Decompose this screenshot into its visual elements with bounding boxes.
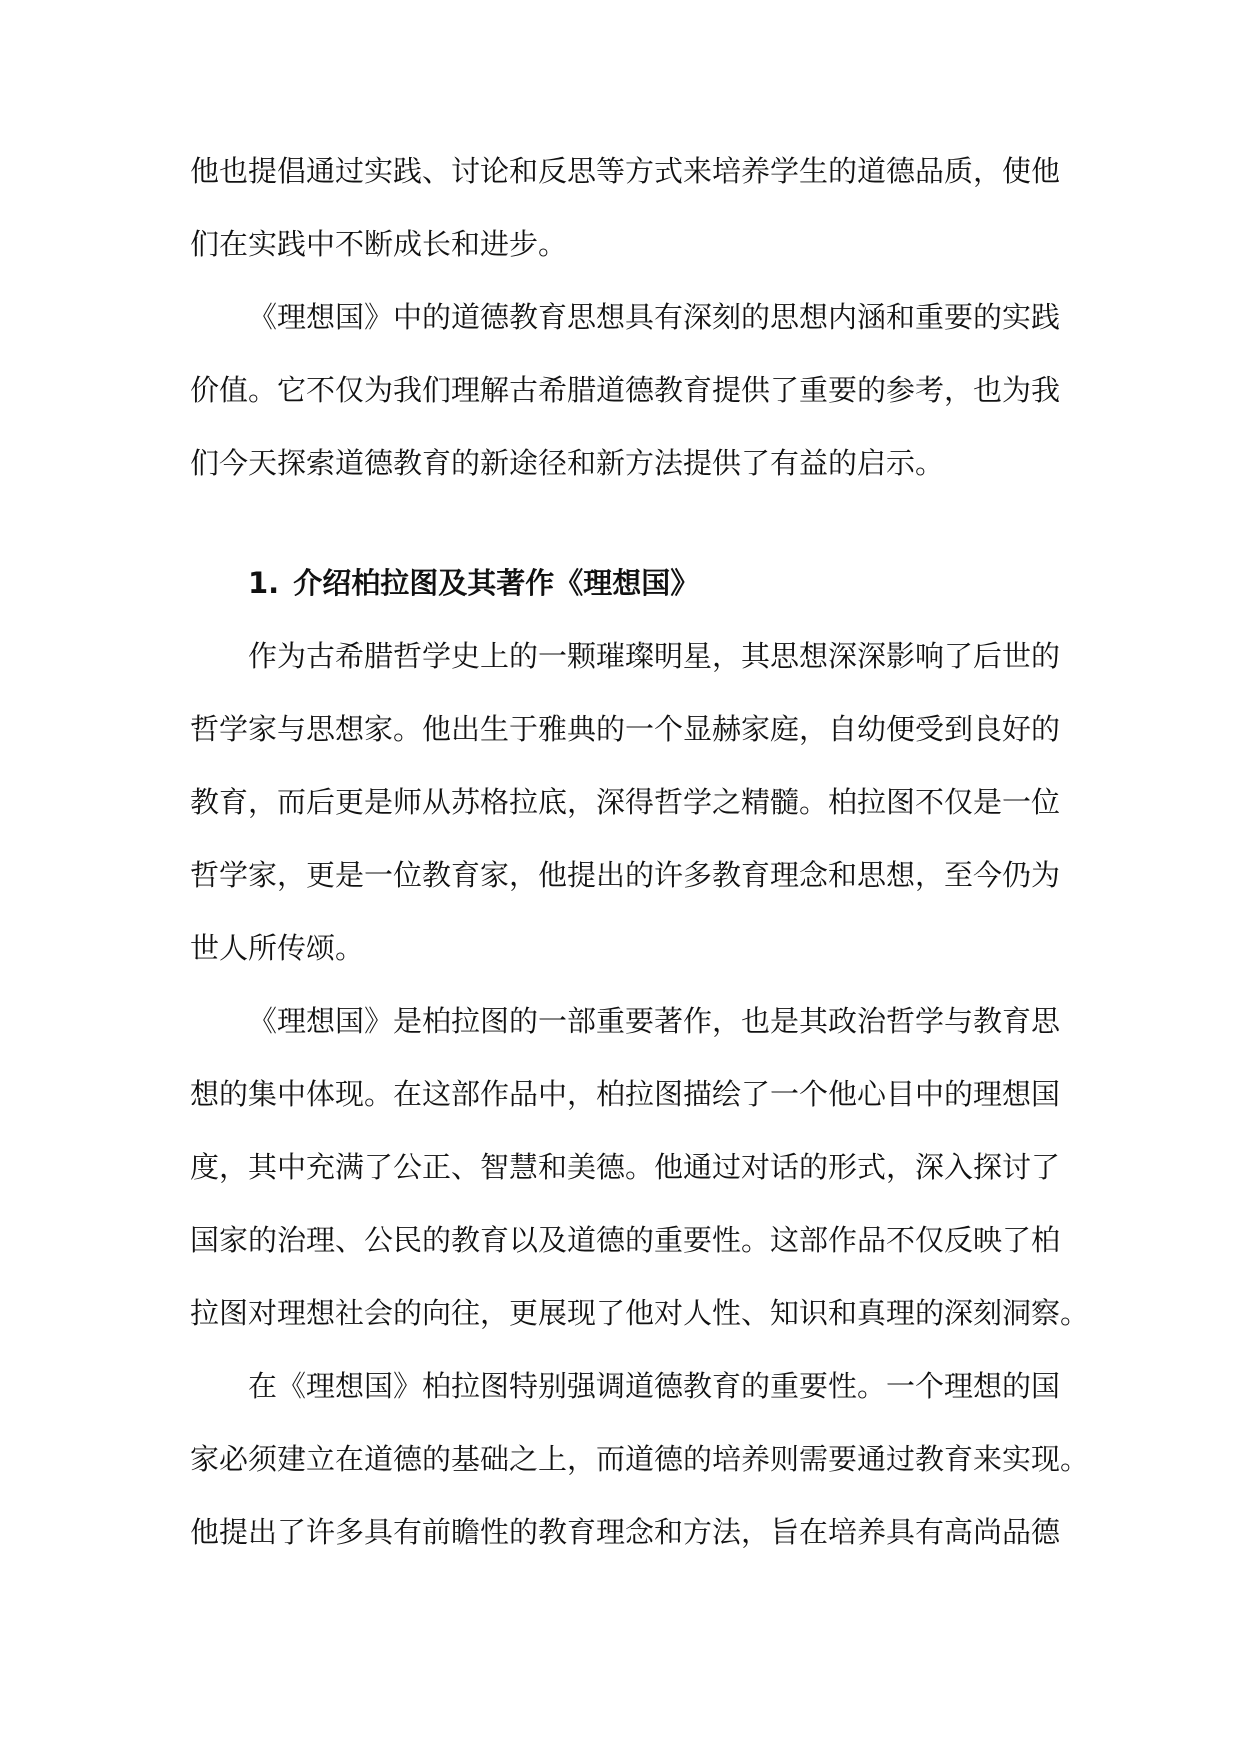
text-line: 他也提倡通过实践、讨论和反思等方式来培养学生的道德品质，使他: [190, 154, 1061, 188]
section-title: 介绍柏拉图及其著作《理想国》: [293, 566, 700, 600]
text-line: 想的集中体现。在这部作品中，柏拉图描绘了一个他心目中的理想国: [190, 1077, 1061, 1111]
paragraph-3: [190, 620, 1060, 985]
text-line: 价值。它不仅为我们理解古希腊道德教育提供了重要的参考，也为我: [190, 373, 1061, 407]
text-line: 世人所传颂。: [190, 931, 365, 965]
text-line: 哲学家，更是一位教育家，他提出的许多教育理念和思想，至今仍为: [190, 858, 1061, 892]
text-line: 在《理想国》柏拉图特别强调道德教育的重要性。一个理想的国: [248, 1369, 1061, 1403]
section-number: 1.: [248, 566, 280, 600]
text-line: 作为古希腊哲学史上的一颗璀璨明星，其思想深深影响了后世的: [248, 639, 1061, 673]
text-line: 拉图对理想社会的向往，更展现了他对人性、知识和真理的深刻洞察。: [190, 1296, 1090, 1330]
text-line: 他提出了许多具有前瞻性的教育理念和方法，旨在培养具有高尚品德: [190, 1515, 1061, 1549]
text-line: 哲学家与思想家。他出生于雅典的一个显赫家庭，自幼便受到良好的: [190, 712, 1061, 746]
paragraph-5: [190, 1350, 1090, 1569]
text-line: 们在实践中不断成长和进步。: [190, 227, 568, 261]
paragraph-4: [190, 985, 1090, 1350]
text-line: 《理想国》中的道德教育思想具有深刻的思想内涵和重要的实践: [248, 300, 1061, 334]
text-line: 教育，而后更是师从苏格拉底，深得哲学之精髓。柏拉图不仅是一位: [190, 785, 1061, 819]
paragraph-2: [190, 281, 1060, 500]
text-line: 《理想国》是柏拉图的一部重要著作，也是其政治哲学与教育思: [248, 1004, 1061, 1038]
text-line: 国家的治理、公民的教育以及道德的重要性。这部作品不仅反映了柏: [190, 1223, 1061, 1257]
text-line: 们今天探索道德教育的新途径和新方法提供了有益的启示。: [190, 446, 945, 480]
section-heading: [248, 547, 699, 620]
text-line: 家必须建立在道德的基础之上，而道德的培养则需要通过教育来实现。: [190, 1442, 1090, 1476]
paragraph-1: [190, 135, 1060, 281]
text-line: 度，其中充满了公正、智慧和美德。他通过对话的形式，深入探讨了: [190, 1150, 1061, 1184]
